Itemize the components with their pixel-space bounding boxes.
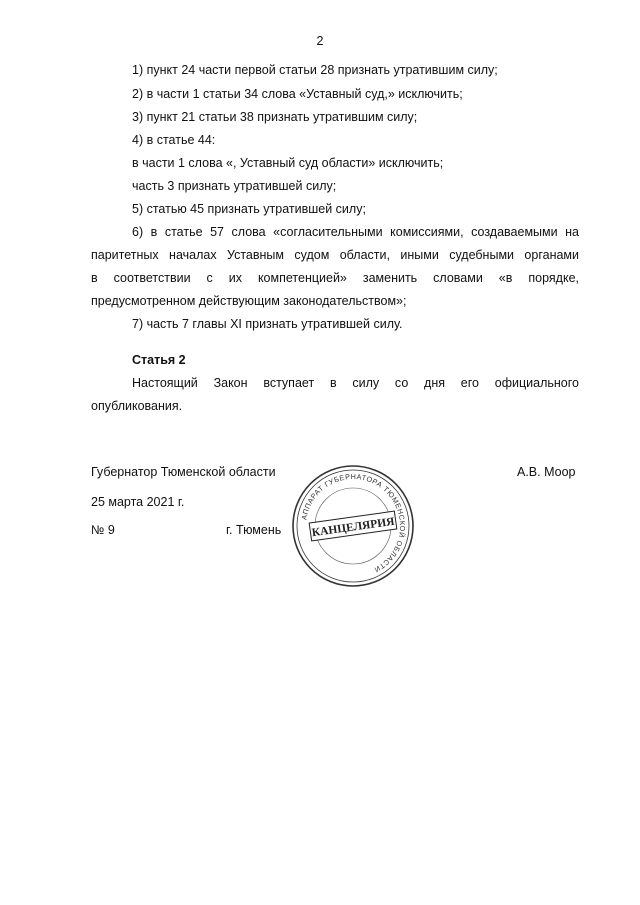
- amendment-item-6-line-3: в соответствии с их компетенцией» заменить словами «в порядке,: [91, 271, 579, 285]
- amendment-item-6-line-1: 6) в статье 57 слова «согласительными комиссиями, создаваемыми на: [132, 225, 579, 239]
- amendment-item-4: 4) в статье 44:: [132, 133, 216, 147]
- amendment-subitem-4a: в части 1 слова «, Уставный суд области» исключить;: [132, 156, 444, 170]
- amendment-item-6-line-2: паритетных началах Уставным судом области, иными судебными органами: [91, 248, 579, 262]
- signing-city: г. Тюмень: [226, 523, 282, 537]
- amendment-item-5: 5) статью 45 признать утратившей силу;: [132, 202, 366, 216]
- amendment-item-7: 7) часть 7 главы XI признать утратившей силу.: [132, 317, 403, 331]
- office-seal-stamp: [290, 463, 416, 589]
- amendment-item-6-line-4: предусмотренном действующим законодательством»;: [91, 294, 407, 308]
- amendment-item-1: 1) пункт 24 части первой статьи 28 признать утратившим силу;: [132, 63, 498, 77]
- law-number: № 9: [91, 523, 115, 537]
- amendment-item-3: 3) пункт 21 статьи 38 признать утратившим силу;: [132, 110, 418, 124]
- article-text-line-1: Настоящий Закон вступает в силу со дня его официального: [132, 376, 579, 390]
- signatory-name: А.В. Моор: [517, 465, 576, 479]
- article-heading: Статья 2: [132, 353, 186, 367]
- signing-date: 25 марта 2021 г.: [91, 495, 185, 509]
- page-number: 2: [316, 34, 324, 48]
- seal-ring-text: АППАРАТ ГУБЕРНАТОРА ТЮМЕНСКОЙ ОБЛАСТИ: [299, 471, 408, 575]
- amendment-subitem-4b: часть 3 признать утратившей силу;: [132, 179, 337, 193]
- article-text-line-2: опубликования.: [91, 399, 183, 413]
- seal-center-text: КАНЦЕЛЯРИЯ: [311, 515, 396, 540]
- signatory-position: Губернатор Тюменской области: [91, 465, 276, 479]
- amendment-item-2: 2) в части 1 статьи 34 слова «Уставный суд,» исключить;: [132, 87, 463, 101]
